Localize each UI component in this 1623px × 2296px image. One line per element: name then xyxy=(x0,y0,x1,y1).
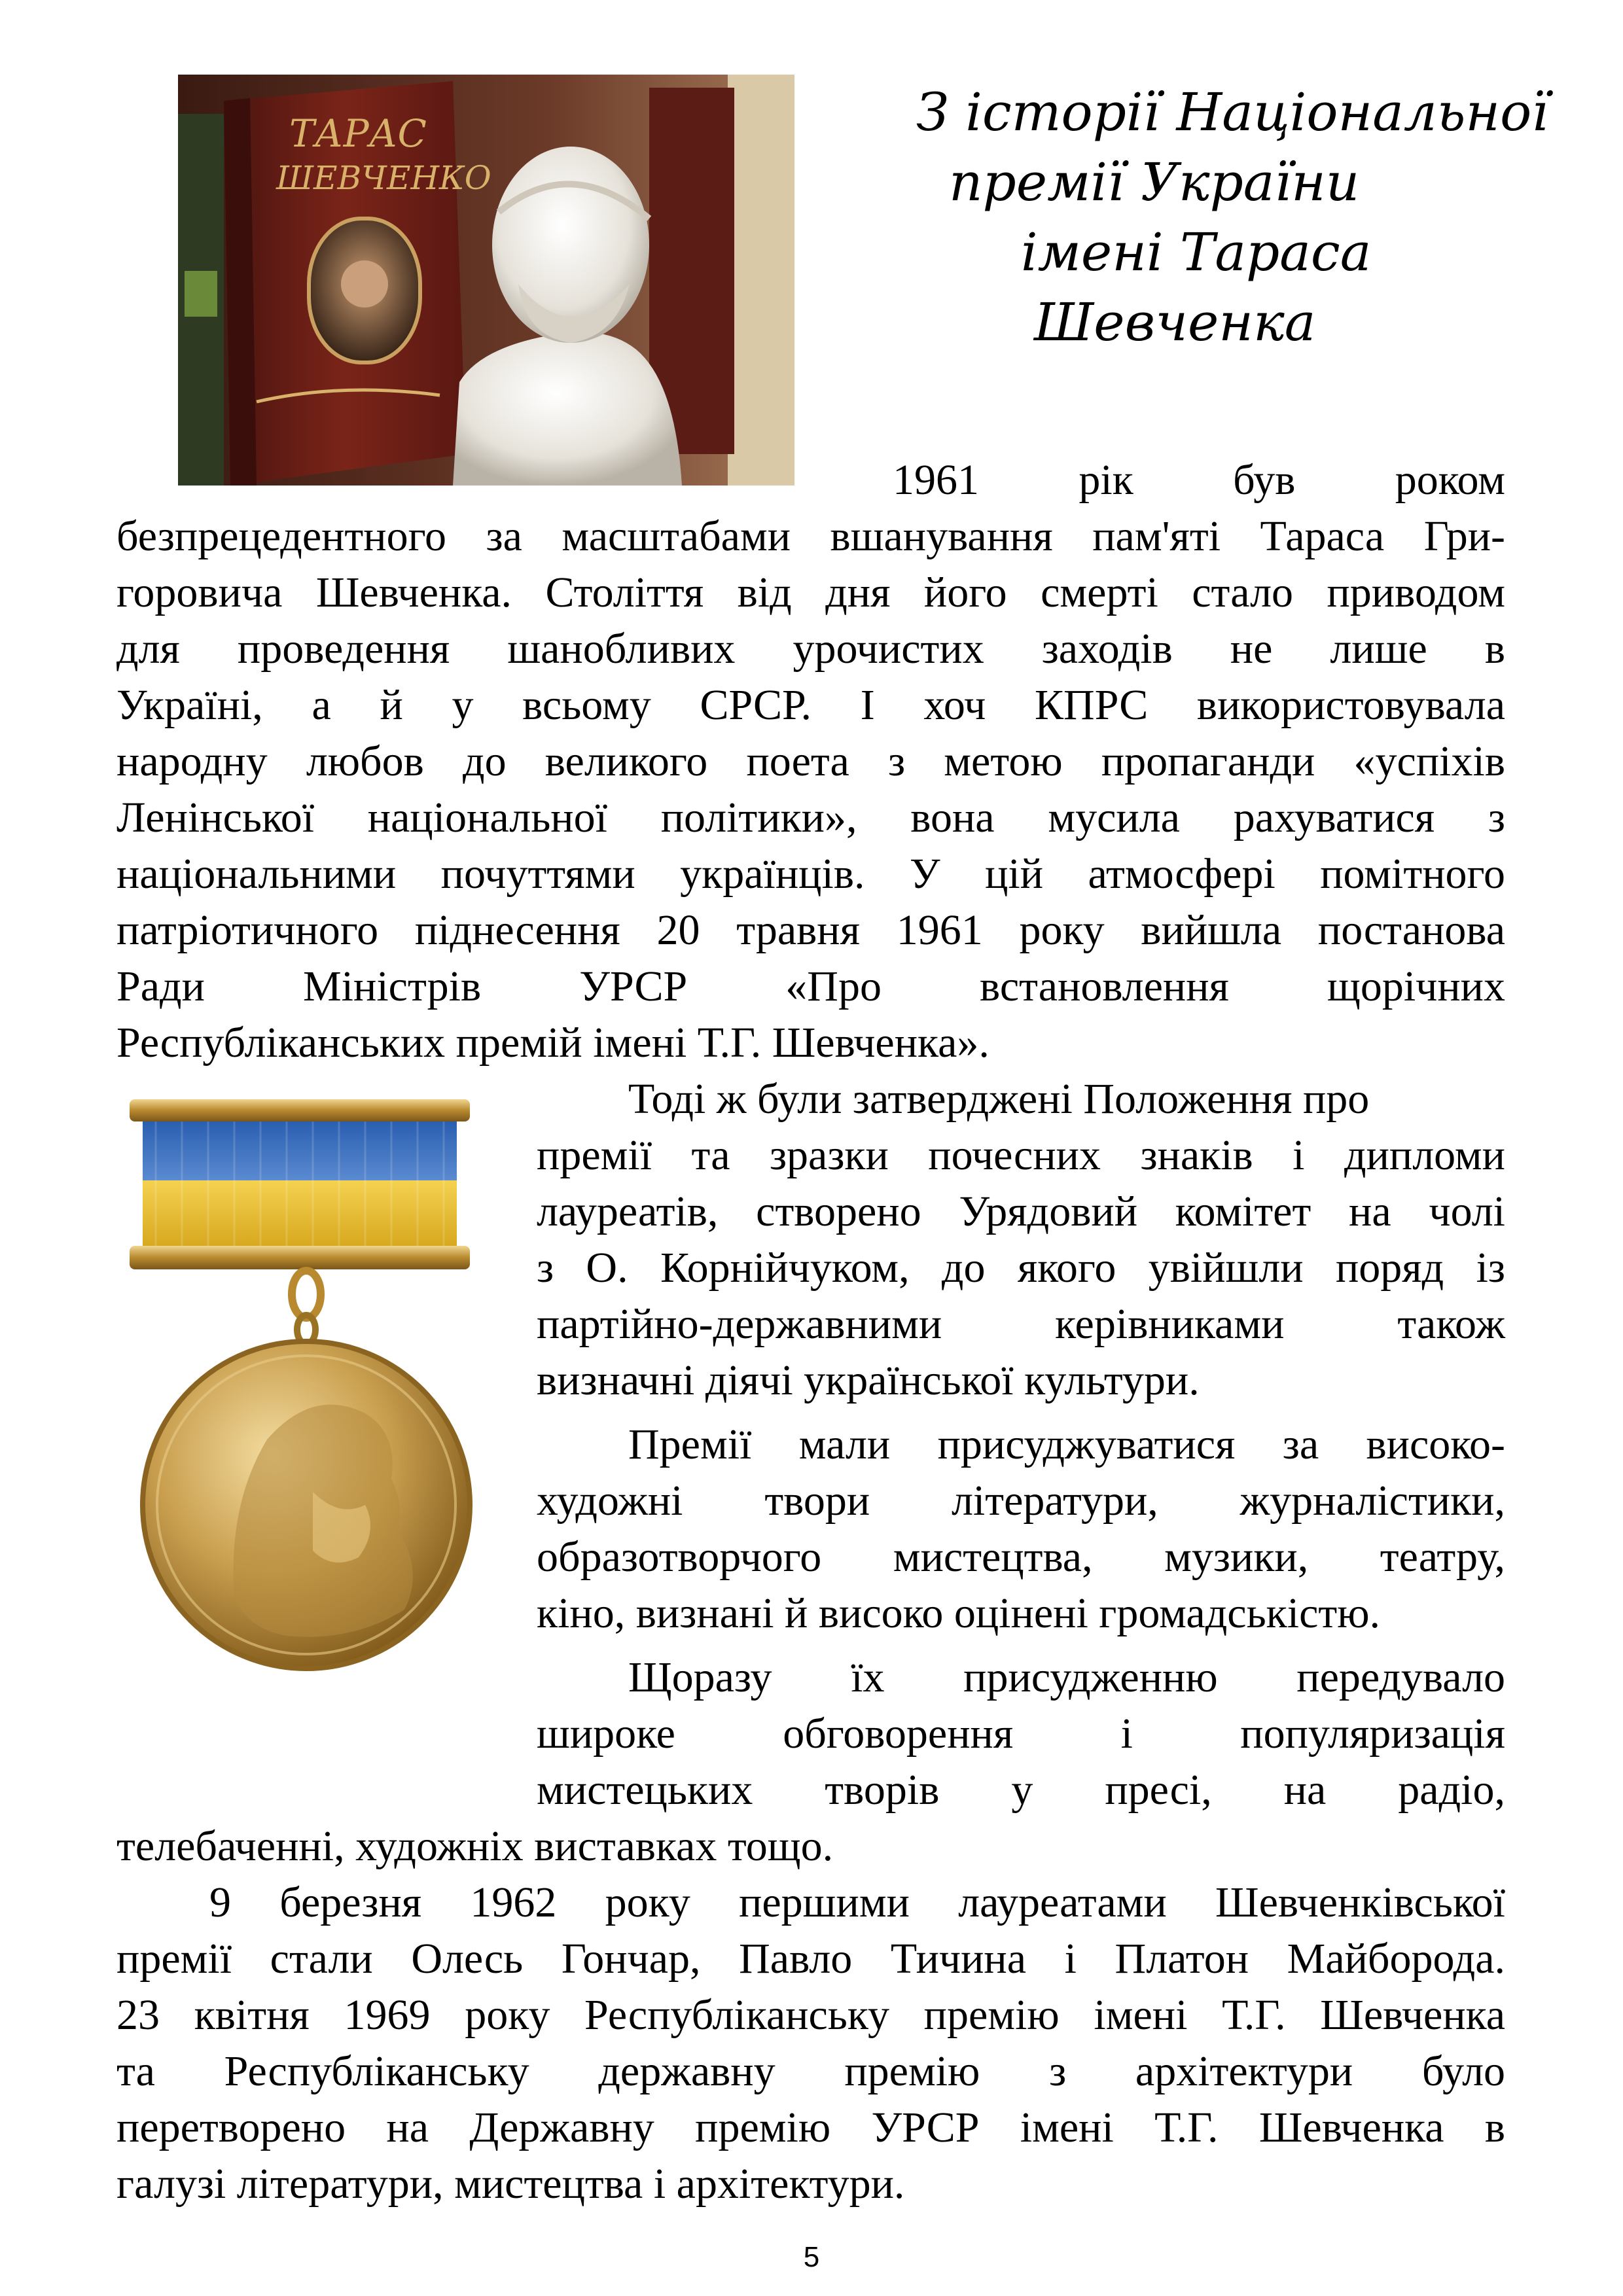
paragraph-2-line: Тоді ж були затверджені Положення про xyxy=(628,1075,1370,1123)
book-title-top: ТАРАС xyxy=(289,111,427,156)
paragraph-5-line: 23 квітня 1969 року Республіканську премію імені Т.Г. Шевченка xyxy=(116,1991,1505,2039)
paragraph-2-line: з О. Корнійчуком, до якого увійшли поряд із xyxy=(537,1244,1505,1292)
paragraph-2-line: партійно-державними керівниками також xyxy=(537,1300,1505,1348)
paragraph-2-line: визначні діячі української культури. xyxy=(537,1356,1200,1404)
page-title xyxy=(844,77,1558,404)
title-line: імені Тараса xyxy=(1021,222,1372,283)
shevchenko-medal-image xyxy=(116,1099,496,1754)
paragraph-1-line: для проведення шанобливих урочистих заходів не лише в xyxy=(116,625,1505,673)
paragraph-1-line: народну любов до великого поета з метою пропаганди «успіхів xyxy=(116,737,1505,785)
paragraph-5-line: перетворено на Державну премію УРСР імені Т.Г. Шевченка в xyxy=(116,2104,1505,2151)
paragraph-5-line: премії стали Олесь Гончар, Павло Тичина і Платон Майборода. xyxy=(116,1935,1505,1983)
paragraph-5-line: 9 березня 1962 року першими лауреатами Шевченківської xyxy=(209,1879,1505,1926)
paragraph-5-line: галузі літератури, мистецтва і архітектури. xyxy=(116,2160,905,2208)
paragraph-3-line: Премії мали присуджуватися за високо- xyxy=(628,1421,1505,1468)
paragraph-3-line: кіно, визнані й високо оцінені громадськістю. xyxy=(537,1589,1381,1637)
book-title-bottom: ШЕВЧЕНКО xyxy=(276,159,491,197)
title-line: премії України xyxy=(949,152,1360,213)
book xyxy=(224,81,491,486)
paragraph-4-line: Щоразу їх присудженню передувало xyxy=(628,1653,1505,1701)
paragraph-4-line: широке обговорення і популяризація xyxy=(537,1710,1505,1757)
paragraph-1-line: безпрецедентного за масштабами вшанування пам'яті Тараса Гри- xyxy=(116,512,1505,560)
paragraph-3-line: образотворчого мистецтва, музики, театру, xyxy=(537,1533,1505,1581)
paragraph-1-line: патріотичного піднесення 20 травня 1961 року вийшла постанова xyxy=(116,906,1505,954)
title-line: Шевченка xyxy=(1034,292,1316,353)
title-line: З історії Національної xyxy=(916,82,1548,143)
paragraph-1-line: національними почуттями українців. У цій атмосфері помітного xyxy=(116,850,1505,898)
paragraph-1-line: 1961 рік був роком xyxy=(893,456,1505,504)
paragraph-2-line: премії та зразки почесних знаків і дипломи xyxy=(537,1131,1505,1179)
paragraph-2-line: лауреатів, створено Урядовий комітет на чолі xyxy=(537,1188,1505,1235)
page-number: 5 xyxy=(803,2241,820,2273)
shevchenko-bust-photo xyxy=(178,75,794,486)
paragraph-1-line: Україні, а й у всьому СРСР. І хоч КПРС використовувала xyxy=(116,681,1505,729)
paragraph-1-line: горовича Шевченка. Століття від дня його смерті стало приводом xyxy=(116,569,1505,616)
paragraph-3-line: художні твори літератури, журналістики, xyxy=(537,1477,1505,1525)
paragraph-4-line: телебаченні, художніх виставках тощо. xyxy=(116,1822,834,1870)
paragraph-1-line: Ради Міністрів УРСР «Про встановлення щорічних xyxy=(116,963,1505,1010)
paragraph-1-line: Республіканських премій імені Т.Г. Шевченка». xyxy=(116,1019,990,1067)
paragraph-5-line: та Республіканську державну премію з архітектури було xyxy=(116,2047,1505,2095)
paragraph-4-line: мистецьких творів у пресі, на радіо, xyxy=(537,1766,1505,1814)
paragraph-1-line: Ленінської національної політики», вона мусила рахуватися з xyxy=(116,794,1505,841)
